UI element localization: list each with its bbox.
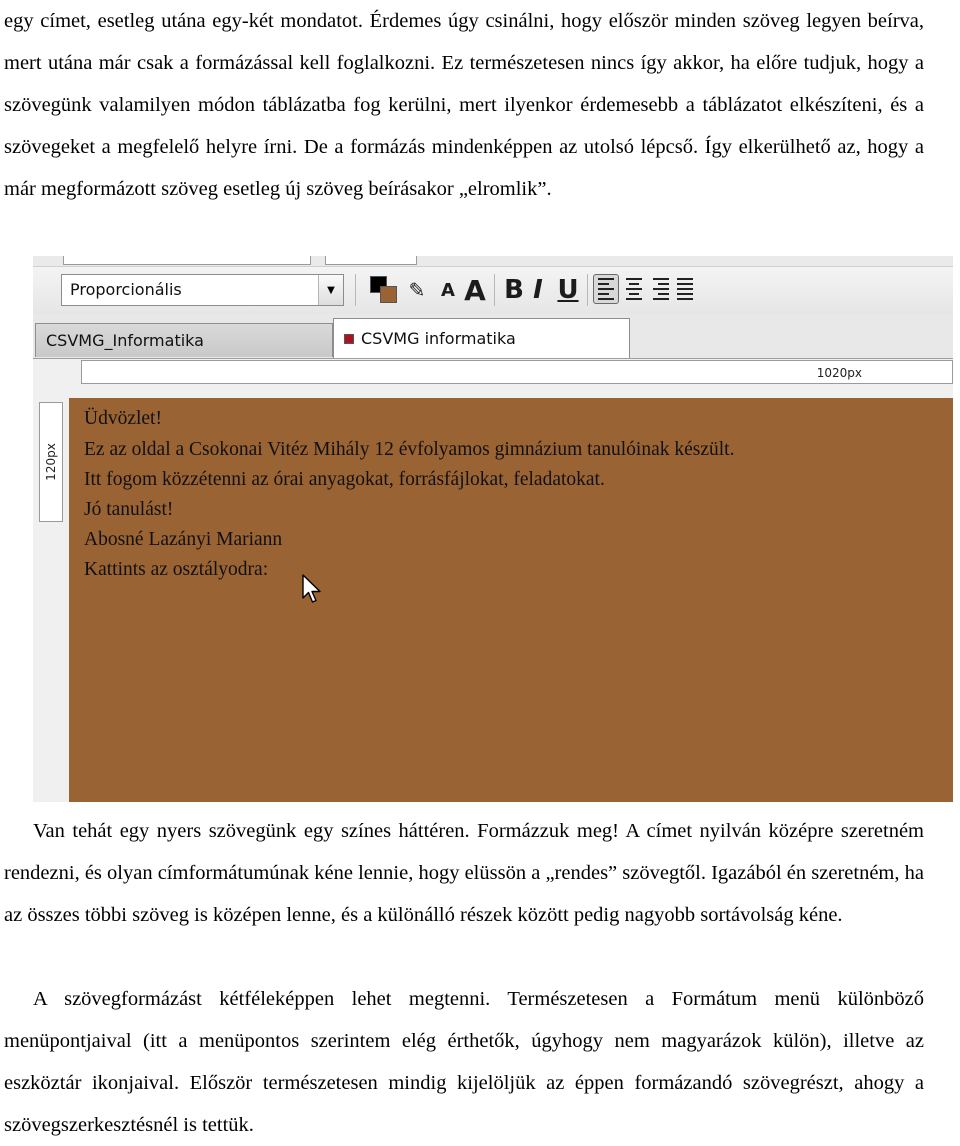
canvas-text-line[interactable]: Ez az oldal a Csokonai Vitéz Mihály 12 évfolyamos gimnázium tanulóinak készült. [84,439,735,460]
font-size-down-icon[interactable]: A [441,279,455,301]
font-size-up-icon[interactable]: A [464,273,486,307]
paragraph-intro: egy címet, esetleg utána egy-két mondatot. Érdemes úgy csinálni, hogy először minden szöveg legyen beírva, mert utána már csak a formázással kell foglalkozni. Ez természetesen nincs így akkor, ha előre tudjuk, hogy a szövegünk valamilyen módon táblázatba fog kerülni, mert ilyenkor érdemesebb a táblázatot elkészíteni, és a szövegeket a megfelelő helyre írni. De a formázás mindenképpen az utolsó lépcső. Így elkerülhető az, hogy a már megformázott szöveg esetleg új szöveg beírásakor „elromlik”. [4,10,924,200]
align-justify-icon[interactable] [673,274,699,304]
align-left-icon[interactable] [593,274,619,304]
canvas-text-line[interactable]: Abosné Lazányi Mariann [84,529,283,550]
canvas-text-line[interactable]: Üdvözlet! [84,408,162,429]
cut-off-size-select[interactable] [325,256,417,265]
toolbar-separator [355,274,356,306]
chevron-down-icon[interactable]: ▼ [318,275,343,305]
align-center-icon[interactable] [621,274,647,304]
horizontal-ruler-label: 1020px [816,366,862,380]
mouse-cursor-icon [301,574,323,604]
canvas-text-line[interactable]: Jó tanulást! [84,499,174,520]
page-icon [344,334,354,344]
background-color-swatch [380,286,397,303]
pencil-icon[interactable]: ✎ [408,278,426,302]
tab-label: CSVMG informatika [361,329,516,348]
canvas-text-line[interactable]: Kattints az osztályodra: [84,559,269,580]
font-family-select[interactable] [61,274,344,306]
font-family-select-value: Proporcionális [70,280,182,299]
toolbar-top-strip [33,256,953,267]
formatting-toolbar [33,256,953,315]
paragraph-formatting-methods: A szövegformázást kétféleképpen lehet megtenni. Természetesen a Formátum menü különböző menüpontjaival (itt a menüpontos szerintem elég érthetők, úgyhogy nem magyarázok külön), illetve az eszköztár ikonjaival. Először természetesen mindig kijelöljük az éppen formázandó szövegrészt, ahogy a szövegszerkesztésnél is tettük. [4,988,924,1136]
canvas-text-line[interactable]: Itt fogom közzétenni az órai anyagokat, forrásfájlokat, feladatokat. [84,469,605,490]
horizontal-ruler [81,360,953,384]
paragraph-formatting-goal: Van tehát egy nyers szövegünk egy színes háttéren. Formázzuk meg! A címet nyilván középre szeretném rendezni, és olyan címformátumúnak kéne lennie, hogy elüssön a „rendes” szövegtől. Igazából én szeretném, ha az összes többi szöveg is középen lenne, és a különálló részek között pedig nagyobb sortávolság kéne. [4,820,924,926]
italic-icon[interactable]: I [533,275,543,305]
document-tabs [33,314,953,359]
toolbar-separator [494,274,495,306]
tab-csvmg-informatika-2[interactable] [333,318,630,358]
underline-icon[interactable]: U [557,275,579,305]
bold-icon[interactable]: B [504,275,524,305]
toolbar-separator [587,274,588,306]
text-color-icon[interactable] [367,274,401,306]
vertical-ruler-label: 120px [44,443,58,481]
tab-label: CSVMG_Informatika [46,331,204,350]
vertical-ruler [39,402,63,522]
tab-csvmg-informatika-1[interactable] [35,323,333,357]
page-canvas[interactable] [69,398,953,802]
editor-screenshot [33,256,953,802]
cut-off-select[interactable] [63,256,311,265]
align-right-icon[interactable] [647,274,673,304]
